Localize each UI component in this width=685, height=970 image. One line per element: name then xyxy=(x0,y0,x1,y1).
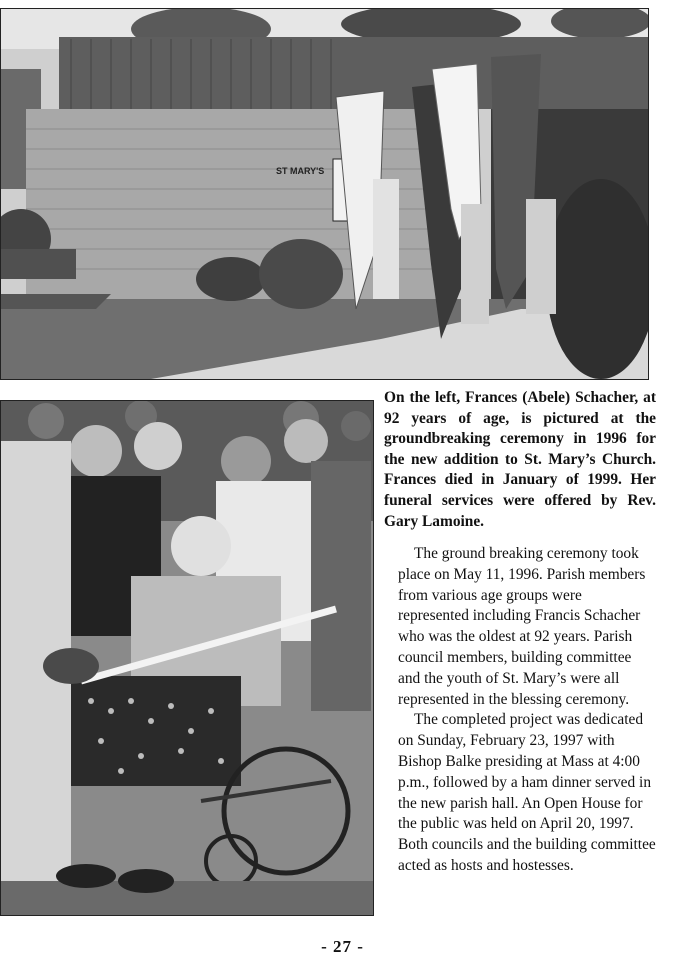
photo-caption: On the left, Frances (Abele) Schacher, at 92 years of age, is pictured at the groundbreaking ceremony in 1996 for the new addition to St. Mary’s Church. Frances died in January of 1999. Her funeral services were offered by Rev. Gary Lamoine. xyxy=(384,389,656,530)
building-sign-text: ST MARY'S xyxy=(276,166,325,176)
article-paragraph: The completed project was dedicated on Sunday, February 23, 1997 with Bishop Balke presiding at Mass at 4:00 p.m., followed by a ham dinner served in the new parish hall. An Open House for the public was held on April 20, 1997. Both councils and the building committee acted as hosts and hostesses. xyxy=(398,711,656,874)
photo-church-procession xyxy=(0,8,649,380)
page-number: - 27 - xyxy=(321,937,364,956)
article-body xyxy=(398,544,656,877)
groundbreaking-image xyxy=(1,401,373,915)
photo-groundbreaking xyxy=(0,400,374,916)
article-paragraph: The ground breaking ceremony took place on May 11, 1996. Parish members from various age groups were represented including Francis Schacher who was the oldest at 92 years. Parish council members, building committee and the youth of St. Mary’s were all represented in the blessing ceremony. xyxy=(398,545,646,708)
church-procession-image xyxy=(1,9,648,379)
